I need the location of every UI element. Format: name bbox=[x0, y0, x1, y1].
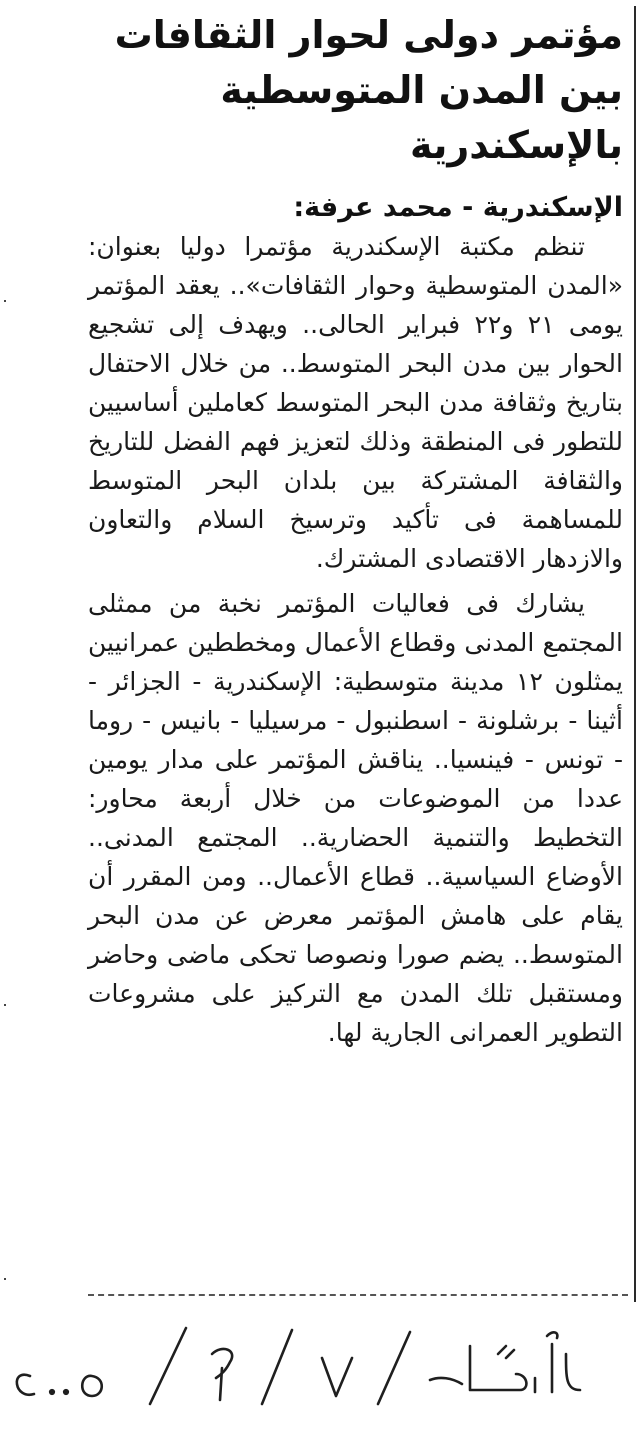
headline-line-2: بين المدن المتوسطية بالإسكندرية bbox=[220, 68, 623, 167]
column-border-rule bbox=[634, 6, 636, 1302]
article-paragraph-2: يشارك فى فعاليات المؤتمر نخبة من ممثلى المجتمع المدنى وقطاع الأعمال ومخططين عمرانيين يمثلون ١٢ مدينة متوسطية: الإسكندرية - الجزائر - أثينا - برشلونة - اسطنبول - مرسيليا - بانيس - روما - تونس - فينسيا.. يناقش المؤتمر على مدار يومين عددا من الموضوعات من خلال أربعة محاور: التخطيط والتنمية الحضارية.. المجتمع المدنى.. الأوضاع السياسية.. قطاع الأعمال.. ومن المقرر أن يقام على هامش المؤتمر معرض عن مدن البحر المتوسط.. يضم صورا ونصوصا تحكى ماضى وحاضر ومستقبل تلك المدن مع التركيز على مشروعات التطوير العمرانى الجارية لها. bbox=[88, 589, 624, 1047]
article-headline bbox=[88, 0, 623, 173]
scan-speck bbox=[4, 1278, 6, 1280]
scan-speck bbox=[4, 300, 6, 302]
article-byline: الإسكندرية - محمد عرفة: bbox=[293, 192, 623, 223]
dashed-separator bbox=[88, 1294, 628, 1296]
article bbox=[88, 0, 623, 1052]
handwritten-note-drawing bbox=[0, 1318, 644, 1418]
scan-speck bbox=[4, 1004, 6, 1006]
article-paragraph-1: تنظم مكتبة الإسكندرية مؤتمرا دوليا بعنوان: «المدن المتوسطية وحوار الثقافات».. يعقد المؤتمر يومى ٢١ و٢٢ فبراير الحالى.. ويهدف إلى تشجيع الحوار بين مدن البحر المتوسط.. من خلال الاحتفال بتاريخ وثقافة مدن البحر المتوسط كعاملين أساسيين للتطور فى المنطقة وذلك لتعزيز فهم الفضل للتاريخ والثقافة المشتركة بين بلدان البحر المتوسط للمساهمة فى تأكيد وترسيخ السلام والتعاون والازدهار الاقتصادى المشترك. bbox=[88, 232, 623, 573]
handwritten-source-date bbox=[0, 1318, 644, 1418]
article-body bbox=[88, 227, 623, 1052]
headline-line-1: مؤتمر دولى لحوار الثقافات bbox=[114, 13, 623, 57]
